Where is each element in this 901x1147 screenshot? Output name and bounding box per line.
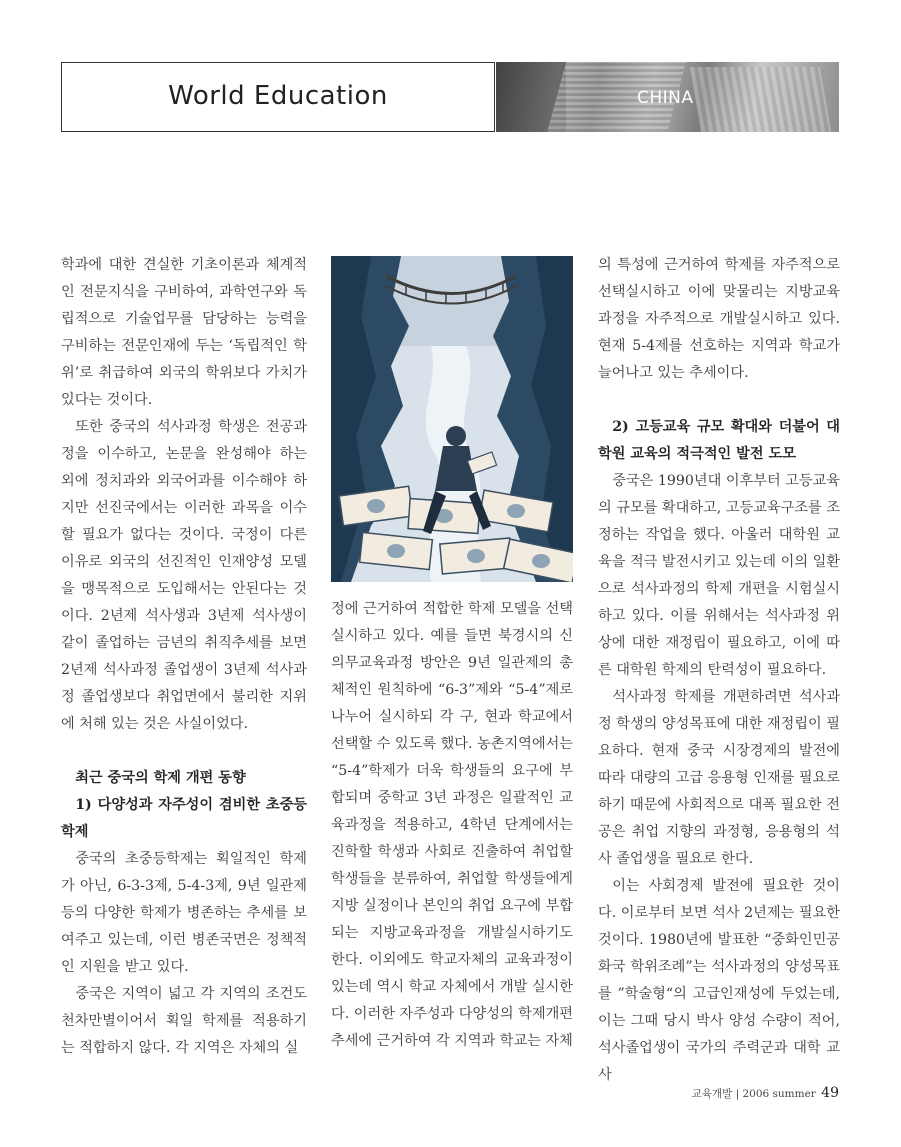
illustration-canyon-bridge bbox=[331, 256, 573, 582]
paragraph-gap bbox=[598, 387, 840, 414]
paragraph: 정에 근거하여 적합한 학제 모델을 선택 실시하고 있다. 예를 들면 북경시의 신의무교육과정 방안은 9년 일관제의 총체적인 원칙하에 “6-3”제와 “5-4”제로 나누어 실시하되 각 구, 현과 학교에서 선택할 수 있도록 했다. 농촌지역에서는 “5-4”학제가 더욱 학생들의 요구에 부합되며 중학교 3년 과정은 일괄적인 교육과정을 적용하고, 4학년 단계에서는 진학할 학생과 사회로 진출하여 취업할 학생들을 분류하여, 취업할 학생들에게 지방 실정이나 본인의 취업 요구에 부합되는 지방교육과정을 개발실시하기도 한다. 이외에도 학교자체의 교육과정이 있는데 역시 학교 자체에서 개발 실시한다. 이러한 자주성과 다양성의 학제개편 추세에 근거하여 각 지역과 학교는 자체 bbox=[331, 601, 573, 1049]
section-heading: 1) 다양성과 자주성이 겸비한 초중등 학제 bbox=[61, 797, 307, 840]
photo-texture-right bbox=[690, 67, 832, 132]
section-heading: 최근 중국의 학제 개편 동향 bbox=[75, 770, 246, 786]
article-column-2 bbox=[331, 596, 573, 1055]
section-title: World Education bbox=[168, 81, 388, 111]
article-column-3 bbox=[598, 252, 840, 1089]
paragraph: 중국의 초중등학제는 획일적인 학제가 아닌, 6-3-3제, 5-4-3제, 9년 일관제 등의 다양한 학제가 병존하는 추세를 보여주고 있는데, 이런 병존국면은 정책적인 지원을 받고 있다. bbox=[61, 851, 307, 975]
paragraph: 학과에 대한 견실한 기초이론과 체계적 인 전문지식을 구비하여, 과학연구와 독립적으로 기술업무를 담당하는 능력을 구비하는 전문인재에 두는 ‘독립적인 학위’로 취급하여 외국의 학위보다 가치가 있다는 것이다. bbox=[61, 257, 307, 408]
paragraph: 석사과정 학제를 개편하려면 석사과정 학생의 양성목표에 대한 재정립이 필요하다. 현재 중국 시장경제의 발전에 따라 대량의 고급 응용형 인재를 필요로 하기 때문에 사회적으로 대폭 필요한 전공은 취업 지향의 과정형, 응용형의 석사 졸업생을 필요로 한다. bbox=[598, 689, 840, 867]
paragraph: 또한 중국의 석사과정 학생은 전공과정을 이수하고, 논문을 완성해야 하는 외에 정치과와 외국어과를 이수해야 하지만 선진국에서는 이러한 과목을 이수할 필요가 없다는 것이다. 국정이 다른 이유로 외국의 선진적인 인재양성 모델을 맹목적으로 도입해서는 안된다는 것이다. 2년제 석사생과 3년제 석사생이 같이 졸업하는 금년의 취직추세를 보면 2년제 석사과정 졸업생이 3년제 석사과정 졸업생보다 취업면에서 불리한 지위에 처해 있는 것은 사실이었다. bbox=[61, 419, 307, 732]
journal-name: 교육개발 | 2006 summer bbox=[691, 1088, 816, 1100]
article-column-1 bbox=[61, 252, 307, 1062]
paragraph: 중국은 지역이 넓고 각 지역의 조건도 천차만별이어서 획일 학제를 적용하기는 적합하지 않다. 각 지역은 자체의 실 bbox=[61, 986, 307, 1056]
page-footer bbox=[692, 1085, 839, 1101]
paragraph: 중국은 1990년대 이후부터 고등교육의 규모를 확대하고, 고등교육구조를 조정하는 작업을 했다. 아울러 대학원 교육을 적극 발전시키고 있는데 이의 일환으로 석사과정의 학제 개편을 시험실시하고 있다. 이를 위해서는 석사과정 위상에 대한 재정립이 필요하고, 이에 따른 대학원 학제의 탄력성이 필요하다. bbox=[598, 473, 840, 678]
paragraph: 의 특성에 근거하여 학제를 자주적으로 선택실시하고 이에 맞물리는 지방교육과정을 자주적으로 개발실시하고 있다. 현재 5-4제를 선호하는 지역과 학교가 늘어나고 있는 추세이다. bbox=[598, 257, 840, 381]
paragraph: 이는 사회경제 발전에 필요한 것이다. 이로부터 보면 석사 2년제는 필요한 것이다. 1980년에 발표한 “중화인민공화국 학위조례”는 석사과정의 양성목표를 ”학술형“의 고급인재성에 두었는데, 이는 그때 당시 박사 양성 수량이 적어, 석사졸업생이 국가의 주력군과 대학 교사 bbox=[598, 878, 840, 1083]
section-heading: 2) 고등교육 규모 확대와 더불어 대학원 교육의 적극적인 발전 도모 bbox=[598, 419, 840, 462]
header-title-box bbox=[61, 62, 495, 132]
page-number: 49 bbox=[821, 1085, 839, 1101]
header-photo-banner bbox=[496, 62, 839, 132]
region-label: CHINA bbox=[637, 88, 694, 108]
paragraph-gap bbox=[61, 738, 307, 765]
